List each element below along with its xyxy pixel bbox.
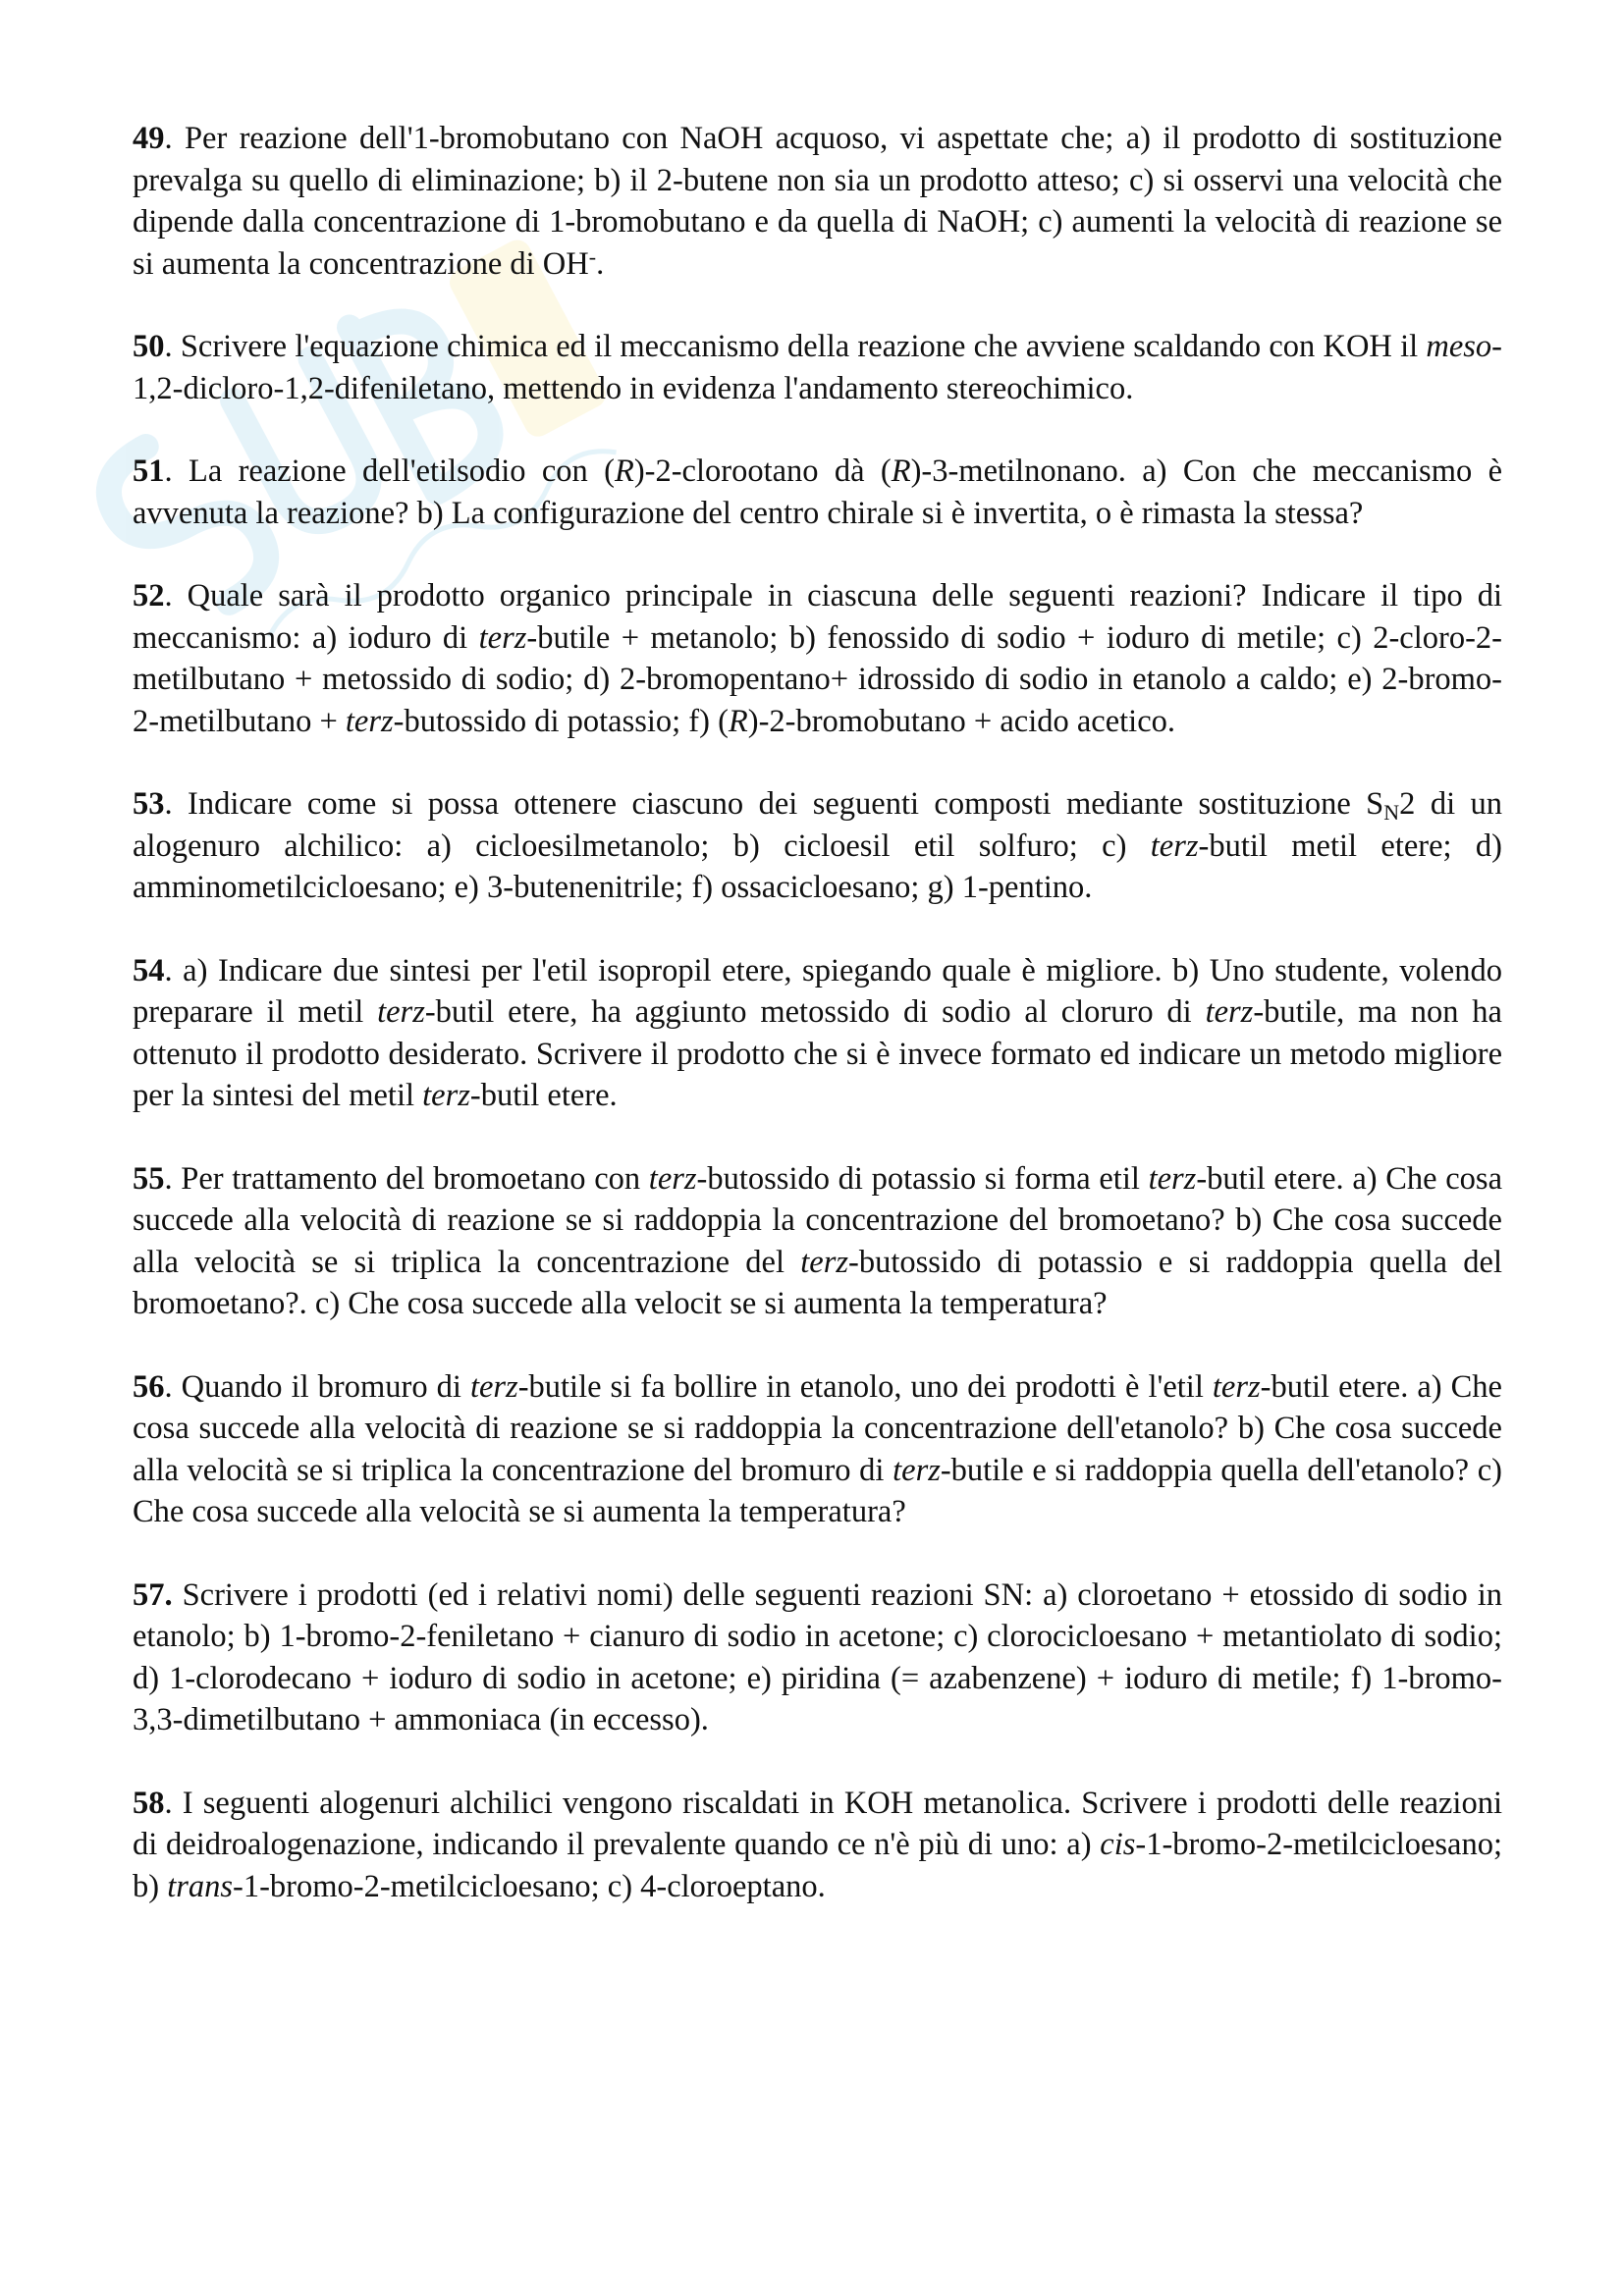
question-text-fragment: trans bbox=[167, 1868, 234, 1904]
question-number: 50 bbox=[133, 329, 165, 364]
question-text-fragment: terz bbox=[1148, 1160, 1197, 1197]
question-text-fragment: cis bbox=[1100, 1827, 1136, 1862]
question-text-fragment: R bbox=[614, 454, 634, 489]
question-text-fragment: . Quando il bromuro di bbox=[164, 1368, 470, 1405]
question-text-fragment: -butil etere. a) Che cosa succede alla velocità di reazione se si raddoppia la concentrazione del bromoetano? b) Che cosa succede alla velocità se si triplica la concentrazione del bbox=[133, 1160, 1502, 1280]
question-number: 56 bbox=[133, 1368, 165, 1405]
question-text-fragment: 2 di un alogenuro alchilico: a) cicloesilmetanolo; b) cicloesil etil solfuro; c) bbox=[133, 786, 1503, 864]
question-text-fragment: -butossido di potassio; f) ( bbox=[393, 703, 729, 739]
question-text-fragment: terz bbox=[648, 1160, 697, 1197]
question-text-fragment: . Per reazione dell'1-bromobutano con NaOH acquoso, vi aspettate che; a) il prodotto di sostituzione prevalga su quello di eliminazione; b) il 2-butene non sia un prodotto atteso; c) si osservi una velocità che dipende dalla concentrazione di 1-bromobutano e da quella di NaOH; c) aumenti la velocità di reazione se si aumenta la concentrazione di OH bbox=[133, 121, 1502, 282]
question-5 bbox=[133, 950, 1502, 1117]
question-text-fragment: . a) Indicare due sintesi per l'etil isopropil etere, spiegando quale è migliore. b) Uno studente, volendo preparare il metil bbox=[133, 952, 1502, 1030]
question-text-fragment: -butile si fa bollire in etanolo, uno dei prodotti è l'etil bbox=[517, 1368, 1213, 1405]
question-text-fragment: . La reazione dell'etilsodio con ( bbox=[164, 454, 615, 489]
question-text-fragment: )-2-bromobutano + acido acetico. bbox=[747, 703, 1175, 739]
question-number: 52 bbox=[133, 578, 165, 614]
question-text-fragment: -butil metil etere; d) amminometilcicloesano; e) 3-butenenitrile; f) ossacicloesano; g) 1-pentino. bbox=[133, 828, 1502, 905]
question-text-fragment: N bbox=[1383, 800, 1400, 825]
question-text-fragment: -1-bromo-2-metilcicloesano; c) 4-cloroeptano. bbox=[233, 1868, 826, 1904]
question-0 bbox=[133, 118, 1502, 285]
question-text-fragment: . Scrivere l'equazione chimica ed il meccanismo della reazione che avviene scaldando con KOH il bbox=[164, 329, 1427, 364]
question-number: 54 bbox=[133, 952, 165, 988]
exercise-page bbox=[133, 118, 1502, 1949]
question-text-fragment: terz bbox=[422, 1078, 470, 1113]
question-text-fragment: terz bbox=[893, 1452, 941, 1488]
question-2 bbox=[133, 451, 1502, 534]
question-text-fragment: terz bbox=[1205, 994, 1254, 1030]
question-1 bbox=[133, 326, 1502, 409]
question-number: 55 bbox=[133, 1160, 165, 1197]
question-4 bbox=[133, 783, 1502, 909]
question-text-fragment: -butile + metanolo; b) fenossido di sodio + ioduro di metile; c) 2-cloro-2-metilbutano + metossido di sodio; d) 2-bromopentano+ idrossido di sodio in etanolo a caldo; e) 2-bromo-2-metilbutano + bbox=[133, 619, 1502, 739]
question-6 bbox=[133, 1158, 1502, 1325]
question-text-fragment: - bbox=[588, 243, 597, 269]
question-text-fragment: -butile e si raddoppia quella dell'etanolo? c) Che cosa succede alla velocità se si aumenta la temperatura? bbox=[133, 1452, 1502, 1529]
question-text-fragment: )-2-clorootano dà ( bbox=[633, 454, 892, 489]
question-text-fragment: -1-bromo-2-metilcicloesano; b) bbox=[133, 1827, 1502, 1904]
question-text-fragment: terz bbox=[1150, 828, 1199, 864]
question-text-fragment: . Per trattamento del bromoetano con bbox=[164, 1160, 649, 1197]
question-text-fragment: -butil etere. bbox=[469, 1078, 618, 1113]
question-text-fragment: -butossido di potassio e si raddoppia quella del bromoetano?. c) Che cosa succede alla velocit se si aumenta la temperatura? bbox=[133, 1244, 1503, 1321]
question-text-fragment: . bbox=[596, 245, 605, 282]
question-number: 51 bbox=[133, 454, 165, 489]
question-number: 58 bbox=[133, 1785, 165, 1821]
question-text-fragment: terz bbox=[469, 1368, 518, 1405]
question-text-fragment: terz bbox=[478, 619, 527, 656]
question-text-fragment: )-3-metilnonano. a) Con che meccanismo è avvenuta la reazione? b) La configurazione del centro chirale si è invertita, o è rimasta la stessa? bbox=[133, 454, 1503, 531]
question-7 bbox=[133, 1366, 1502, 1533]
question-text-fragment: -butil etere, ha aggiunto metossido di sodio al cloruro di bbox=[424, 994, 1206, 1030]
question-text-fragment: -butil etere. a) Che cosa succede alla velocità di reazione se si raddoppia la concentrazione dell'etanolo? b) Che cosa succede alla velocità se si triplica la concentrazione del bromuro di bbox=[133, 1368, 1502, 1488]
question-9 bbox=[133, 1783, 1502, 1908]
question-text-fragment: . I seguenti alogenuri alchilici vengono riscaldati in KOH metanolica. Scrivere i prodotti delle reazioni di deidroalogenazione, indicando il prevalente quando ce n'è più di uno: a) bbox=[133, 1785, 1502, 1862]
question-text-fragment: terz bbox=[345, 703, 394, 739]
question-text-fragment: R bbox=[728, 703, 748, 739]
question-text-fragment: meso bbox=[1426, 329, 1492, 364]
question-8 bbox=[133, 1575, 1502, 1741]
question-text-fragment: R bbox=[891, 454, 911, 489]
question-text-fragment: . Indicare come si possa ottenere ciascuno dei seguenti composti mediante sostituzione S bbox=[164, 786, 1384, 822]
question-number: 49 bbox=[133, 121, 165, 156]
question-3 bbox=[133, 575, 1502, 742]
question-text-fragment: . Quale sarà il prodotto organico principale in ciascuna delle seguenti reazioni? Indicare il tipo di meccanismo: a) ioduro di bbox=[133, 578, 1502, 656]
question-text-fragment: -butossido di potassio si forma etil bbox=[696, 1160, 1149, 1197]
question-text-fragment: terz bbox=[377, 994, 425, 1030]
question-text-fragment: -1,2-dicloro-1,2-difeniletano, mettendo in evidenza l'andamento stereochimico. bbox=[133, 329, 1502, 406]
question-text-fragment: terz bbox=[1212, 1368, 1261, 1405]
question-text-fragment: -butile, ma non ha ottenuto il prodotto desiderato. Scrivere il prodotto che si è invece formato ed indicare un metodo migliore per la sintesi del metil bbox=[133, 994, 1502, 1113]
question-text-fragment: Scrivere i prodotti (ed i relativi nomi) delle seguenti reazioni SN: a) cloroetano + etossido di sodio in etanolo; b) 1-bromo-2-feniletano + cianuro di sodio in acetone; c) clorocicloesano + metantiolato di sodio; d) 1-clorodecano + ioduro di sodio in acetone; e) piridina (= azabenzene) + ioduro di metile; f) 1-bromo-3,3-dimetilbutano + ammoniaca (in eccesso). bbox=[133, 1576, 1502, 1737]
question-number: 57. bbox=[133, 1576, 173, 1613]
question-text-fragment: terz bbox=[800, 1244, 848, 1280]
question-number: 53 bbox=[133, 786, 165, 822]
